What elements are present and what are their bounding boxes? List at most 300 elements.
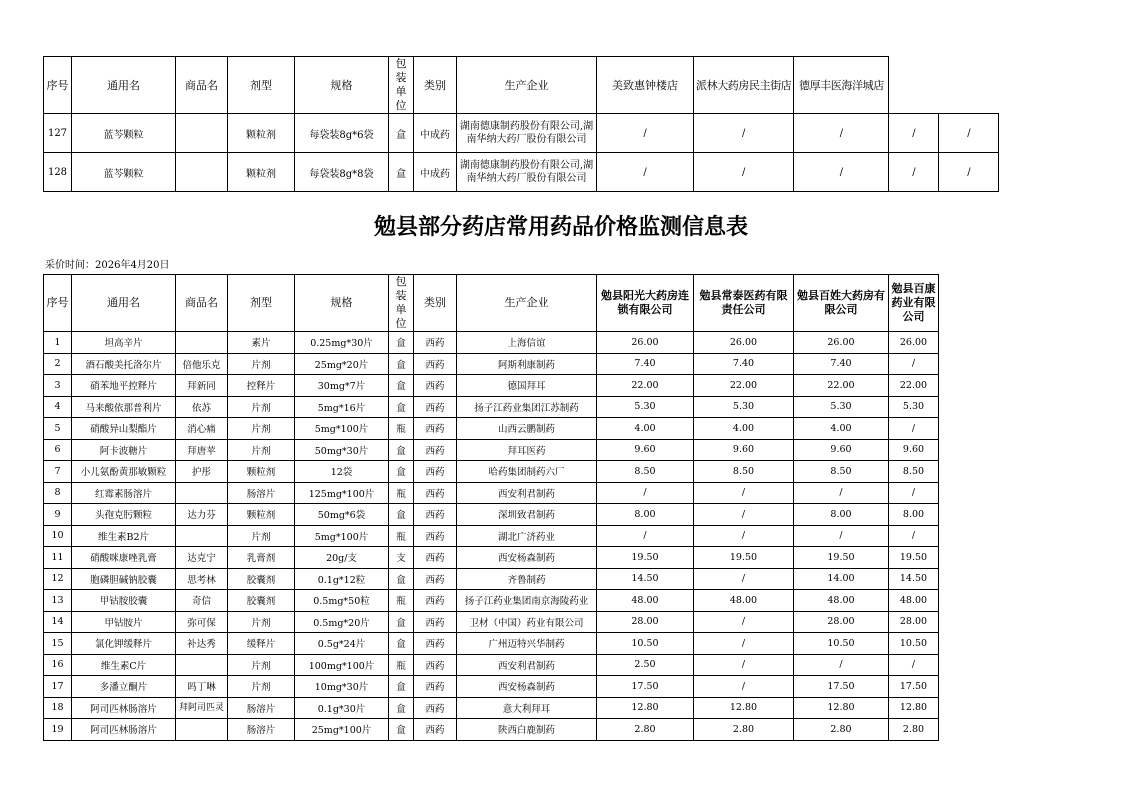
table-row — [44, 114, 999, 153]
cell-form: 胶囊剂 — [228, 568, 295, 590]
cell-price: 8.50 — [794, 461, 889, 483]
cell-unit: 盒 — [389, 697, 414, 719]
col-header-category: 类别 — [414, 57, 457, 114]
cell-no: 6 — [44, 439, 72, 461]
cell-price: / — [597, 482, 694, 504]
cell-price: / — [889, 114, 939, 153]
cell-form: 片剂 — [228, 676, 295, 698]
cell-brand: 奇信 — [176, 590, 228, 612]
cell-price: 8.00 — [794, 504, 889, 526]
col-header-form: 剂型 — [228, 57, 295, 114]
cell-name: 阿司匹林肠溶片 — [72, 719, 176, 741]
cell-brand — [176, 654, 228, 676]
cell-category: 西药 — [414, 547, 457, 569]
cell-price: / — [794, 153, 889, 192]
cell-name: 酒石酸美托洛尔片 — [72, 353, 176, 375]
cell-no: 13 — [44, 590, 72, 612]
cell-price: 26.00 — [794, 332, 889, 354]
cell-price: / — [889, 482, 939, 504]
col-header-spec: 规格 — [295, 275, 389, 332]
cell-unit: 盒 — [389, 611, 414, 633]
cell-price: / — [889, 353, 939, 375]
col-header-maker: 生产企业 — [457, 57, 597, 114]
cell-price: 9.60 — [597, 439, 694, 461]
cell-name: 多潘立酮片 — [72, 676, 176, 698]
cell-no: 9 — [44, 504, 72, 526]
cell-name: 红霉素肠溶片 — [72, 482, 176, 504]
col-header-blank-2 — [939, 57, 999, 114]
cell-brand: 护彤 — [176, 461, 228, 483]
cell-maker: 西安利君制药 — [457, 654, 597, 676]
col-header-spec: 规格 — [295, 57, 389, 114]
cell-unit: 支 — [389, 547, 414, 569]
cell-category: 西药 — [414, 504, 457, 526]
cell-brand: 倍他乐克 — [176, 353, 228, 375]
cell-name: 维生素C片 — [72, 654, 176, 676]
cell-name: 坦高辛片 — [72, 332, 176, 354]
table-row — [44, 568, 939, 590]
cell-unit: 盒 — [389, 461, 414, 483]
cell-name: 甲钴胺片 — [72, 611, 176, 633]
cell-price: 17.50 — [794, 676, 889, 698]
cell-price: / — [597, 525, 694, 547]
cell-brand: 吗丁啉 — [176, 676, 228, 698]
col-header-blank-1 — [889, 57, 939, 114]
table-row — [44, 153, 999, 192]
cell-price: 7.40 — [597, 353, 694, 375]
cell-spec: 50mg*30片 — [295, 439, 389, 461]
cell-unit: 盒 — [389, 504, 414, 526]
cell-no: 2 — [44, 353, 72, 375]
cell-spec: 125mg*100片 — [295, 482, 389, 504]
col-header-store-2: 勉县常泰医药有限责任公司 — [694, 275, 794, 332]
col-header-name: 通用名 — [72, 275, 176, 332]
cell-price: / — [694, 568, 794, 590]
cell-no: 18 — [44, 697, 72, 719]
cell-price: 2.80 — [597, 719, 694, 741]
cell-unit: 瓶 — [389, 590, 414, 612]
cell-maker: 湖南德康制药股份有限公司,湖南华纳大药厂股份有限公司 — [457, 114, 597, 153]
col-header-store-1: 勉县阳光大药房连锁有限公司 — [597, 275, 694, 332]
cell-price: 48.00 — [794, 590, 889, 612]
cell-price: 9.60 — [794, 439, 889, 461]
cell-price: 9.60 — [694, 439, 794, 461]
cell-price: 12.80 — [794, 697, 889, 719]
cell-name: 阿卡波糖片 — [72, 439, 176, 461]
cell-category: 西药 — [414, 375, 457, 397]
cell-spec: 5mg*100片 — [295, 418, 389, 440]
cell-brand — [176, 482, 228, 504]
cell-price: / — [794, 114, 889, 153]
cell-price: 5.30 — [794, 396, 889, 418]
cell-category: 西药 — [414, 719, 457, 741]
cell-price: / — [694, 525, 794, 547]
cell-no: 11 — [44, 547, 72, 569]
cell-price: 12.80 — [694, 697, 794, 719]
cell-price: / — [694, 504, 794, 526]
cell-no: 14 — [44, 611, 72, 633]
cell-spec: 0.5mg*50粒 — [295, 590, 389, 612]
cell-price: 4.00 — [694, 418, 794, 440]
cell-no: 7 — [44, 461, 72, 483]
cell-spec: 每袋装8g*8袋 — [295, 153, 389, 192]
cell-price: 19.50 — [794, 547, 889, 569]
cell-form: 片剂 — [228, 396, 295, 418]
cell-no: 15 — [44, 633, 72, 655]
table-row — [44, 482, 939, 504]
cell-unit: 盒 — [389, 114, 414, 153]
table-row — [44, 332, 939, 354]
cell-spec: 20g/支 — [295, 547, 389, 569]
cell-form: 片剂 — [228, 439, 295, 461]
cell-category: 西药 — [414, 525, 457, 547]
col-header-name: 通用名 — [72, 57, 176, 114]
cell-spec: 100mg*100片 — [295, 654, 389, 676]
cell-name: 氯化钾缓释片 — [72, 633, 176, 655]
cell-price: 4.00 — [597, 418, 694, 440]
cell-no: 5 — [44, 418, 72, 440]
cell-form: 片剂 — [228, 525, 295, 547]
cell-spec: 0.1g*12粒 — [295, 568, 389, 590]
cell-price: / — [939, 153, 999, 192]
cell-spec: 每袋装8g*6袋 — [295, 114, 389, 153]
table-row — [44, 439, 939, 461]
cell-no: 1 — [44, 332, 72, 354]
table-row — [44, 353, 939, 375]
cell-form: 肠溶片 — [228, 482, 295, 504]
cell-spec: 0.5mg*20片 — [295, 611, 389, 633]
cell-price: / — [694, 676, 794, 698]
cell-category: 西药 — [414, 353, 457, 375]
cell-price: / — [794, 525, 889, 547]
cell-spec: 5mg*100片 — [295, 525, 389, 547]
cell-no: 8 — [44, 482, 72, 504]
cell-price: / — [694, 482, 794, 504]
cell-price: 2.80 — [694, 719, 794, 741]
cell-category: 西药 — [414, 676, 457, 698]
cell-price: 9.60 — [889, 439, 939, 461]
cell-price: 8.50 — [597, 461, 694, 483]
cell-maker: 湖南德康制药股份有限公司,湖南华纳大药厂股份有限公司 — [457, 153, 597, 192]
col-header-no: 序号 — [44, 57, 72, 114]
cell-unit: 盒 — [389, 353, 414, 375]
cell-category: 西药 — [414, 611, 457, 633]
cell-price: 8.00 — [597, 504, 694, 526]
cell-spec: 0.25mg*30片 — [295, 332, 389, 354]
cell-unit: 瓶 — [389, 654, 414, 676]
table-row — [44, 654, 939, 676]
cell-unit: 瓶 — [389, 525, 414, 547]
cell-spec: 50mg*6袋 — [295, 504, 389, 526]
cell-maker: 齐鲁制药 — [457, 568, 597, 590]
cell-price: 22.00 — [889, 375, 939, 397]
cell-spec: 0.5g*24片 — [295, 633, 389, 655]
table-row — [44, 375, 939, 397]
cell-price: 2.80 — [794, 719, 889, 741]
cell-no: 19 — [44, 719, 72, 741]
cell-price: 17.50 — [597, 676, 694, 698]
col-header-category: 类别 — [414, 275, 457, 332]
cell-category: 西药 — [414, 482, 457, 504]
cell-maker: 湖北广济药业 — [457, 525, 597, 547]
cell-category: 西药 — [414, 633, 457, 655]
cell-maker: 广州迈特兴华制药 — [457, 633, 597, 655]
cell-unit: 盒 — [389, 332, 414, 354]
cell-price: 14.50 — [889, 568, 939, 590]
cell-category: 西药 — [414, 697, 457, 719]
cell-price: 5.30 — [889, 396, 939, 418]
table-row — [44, 590, 939, 612]
cell-price: 5.30 — [597, 396, 694, 418]
cell-name: 硝酸异山梨酯片 — [72, 418, 176, 440]
cell-form: 颗粒剂 — [228, 153, 295, 192]
cell-unit: 盒 — [389, 633, 414, 655]
cell-maker: 哈药集团制药六厂 — [457, 461, 597, 483]
cell-price: 19.50 — [694, 547, 794, 569]
cell-price: 28.00 — [794, 611, 889, 633]
cell-price: 17.50 — [889, 676, 939, 698]
cell-spec: 0.1g*30片 — [295, 697, 389, 719]
cell-no: 128 — [44, 153, 72, 192]
cell-brand: 依苏 — [176, 396, 228, 418]
cell-brand: 补达秀 — [176, 633, 228, 655]
cell-name: 硝苯地平控释片 — [72, 375, 176, 397]
cell-price: 28.00 — [889, 611, 939, 633]
cell-name: 维生素B2片 — [72, 525, 176, 547]
cell-unit: 盒 — [389, 676, 414, 698]
cell-maker: 山西云鹏制药 — [457, 418, 597, 440]
cell-maker: 西安杨森制药 — [457, 676, 597, 698]
cell-price: / — [694, 654, 794, 676]
cell-brand: 达力芬 — [176, 504, 228, 526]
cell-price: / — [694, 153, 794, 192]
cell-name: 蓝芩颗粒 — [72, 114, 176, 153]
cell-price: 7.40 — [694, 353, 794, 375]
cell-brand — [176, 525, 228, 547]
cell-spec: 12袋 — [295, 461, 389, 483]
col-header-store-4: 勉县百康药业有限公司 — [889, 275, 939, 332]
cell-unit: 盒 — [389, 568, 414, 590]
cell-form: 缓释片 — [228, 633, 295, 655]
cell-form: 颗粒剂 — [228, 504, 295, 526]
table-row — [44, 547, 939, 569]
table-row — [44, 719, 939, 741]
cell-price: 8.50 — [889, 461, 939, 483]
cell-maker: 陕西白鹿制药 — [457, 719, 597, 741]
cell-price: / — [694, 611, 794, 633]
col-header-brand: 商品名 — [176, 275, 228, 332]
col-header-unit: 包装单位 — [389, 57, 414, 114]
page-title: 勉县部分药店常用药品价格监测信息表 — [373, 215, 748, 240]
cell-no: 3 — [44, 375, 72, 397]
col-header-brand: 商品名 — [176, 57, 228, 114]
cell-price: / — [597, 153, 694, 192]
cell-price: 12.80 — [597, 697, 694, 719]
cell-price: 26.00 — [694, 332, 794, 354]
cell-form: 乳膏剂 — [228, 547, 295, 569]
cell-category: 西药 — [414, 590, 457, 612]
col-header-store-1: 美致惠钟楼店 — [597, 57, 694, 114]
top-table-header — [44, 57, 999, 114]
main-table-header — [44, 275, 939, 332]
main-price-table — [43, 274, 939, 741]
cell-name: 硝酸咪康唑乳膏 — [72, 547, 176, 569]
cell-spec: 5mg*16片 — [295, 396, 389, 418]
cell-no: 16 — [44, 654, 72, 676]
cell-price: 48.00 — [889, 590, 939, 612]
table-row — [44, 396, 939, 418]
cell-spec: 30mg*7片 — [295, 375, 389, 397]
cell-price: / — [794, 654, 889, 676]
survey-date: 采价时间：2026年4月20日 — [45, 260, 170, 271]
cell-unit: 盒 — [389, 375, 414, 397]
table-row — [44, 525, 939, 547]
cell-name: 胞磷胆碱钠胶囊 — [72, 568, 176, 590]
cell-form: 肠溶片 — [228, 697, 295, 719]
cell-maker: 上海信谊 — [457, 332, 597, 354]
table-row — [44, 676, 939, 698]
cell-name: 小儿氨酚黄那敏颗粒 — [72, 461, 176, 483]
cell-price: / — [889, 525, 939, 547]
cell-price: 48.00 — [694, 590, 794, 612]
cell-maker: 西安利君制药 — [457, 482, 597, 504]
cell-price: 48.00 — [597, 590, 694, 612]
col-header-form: 剂型 — [228, 275, 295, 332]
cell-brand — [176, 153, 228, 192]
cell-price: 7.40 — [794, 353, 889, 375]
cell-maker: 拜耳医药 — [457, 439, 597, 461]
cell-form: 胶囊剂 — [228, 590, 295, 612]
main-table-body — [44, 332, 939, 741]
cell-price: 26.00 — [889, 332, 939, 354]
cell-maker: 扬子江药业集团江苏制药 — [457, 396, 597, 418]
cell-price: 19.50 — [889, 547, 939, 569]
cell-name: 阿司匹林肠溶片 — [72, 697, 176, 719]
cell-price: / — [889, 418, 939, 440]
cell-brand — [176, 719, 228, 741]
cell-name: 马来酸依那普利片 — [72, 396, 176, 418]
cell-form: 控释片 — [228, 375, 295, 397]
col-header-store-3: 德厚丰医海洋城店 — [794, 57, 889, 114]
cell-maker: 意大利拜耳 — [457, 697, 597, 719]
cell-maker: 西安杨森制药 — [457, 547, 597, 569]
cell-no: 4 — [44, 396, 72, 418]
cell-price: 10.50 — [794, 633, 889, 655]
cell-spec: 25mg*20片 — [295, 353, 389, 375]
cell-price: 22.00 — [597, 375, 694, 397]
cell-no: 10 — [44, 525, 72, 547]
cell-price: / — [694, 633, 794, 655]
col-header-unit: 包装单位 — [389, 275, 414, 332]
cell-brand — [176, 332, 228, 354]
cell-price: 4.00 — [794, 418, 889, 440]
cell-price: 19.50 — [597, 547, 694, 569]
cell-price: 2.50 — [597, 654, 694, 676]
cell-price: / — [694, 114, 794, 153]
cell-name: 头孢克肟颗粒 — [72, 504, 176, 526]
cell-category: 西药 — [414, 568, 457, 590]
cell-price: 22.00 — [694, 375, 794, 397]
cell-form: 颗粒剂 — [228, 114, 295, 153]
col-header-store-2: 派林大药房民主街店 — [694, 57, 794, 114]
cell-unit: 盒 — [389, 153, 414, 192]
cell-price: / — [889, 654, 939, 676]
cell-brand: 拜阿司匹灵 — [176, 697, 228, 719]
cell-price: 26.00 — [597, 332, 694, 354]
cell-price: 22.00 — [794, 375, 889, 397]
cell-price: 10.50 — [597, 633, 694, 655]
cell-price: / — [597, 114, 694, 153]
cell-price: 2.80 — [889, 719, 939, 741]
cell-price: 14.50 — [597, 568, 694, 590]
table-row — [44, 611, 939, 633]
cell-brand: 拜新同 — [176, 375, 228, 397]
col-header-maker: 生产企业 — [457, 275, 597, 332]
cell-category: 中成药 — [414, 114, 457, 153]
cell-category: 西药 — [414, 461, 457, 483]
cell-price: / — [794, 482, 889, 504]
table-row — [44, 697, 939, 719]
cell-price: / — [939, 114, 999, 153]
cell-category: 西药 — [414, 396, 457, 418]
cell-form: 片剂 — [228, 353, 295, 375]
cell-price: 28.00 — [597, 611, 694, 633]
cell-maker: 德国拜耳 — [457, 375, 597, 397]
table-row — [44, 633, 939, 655]
cell-form: 片剂 — [228, 611, 295, 633]
top-price-table — [43, 56, 999, 192]
cell-brand — [176, 114, 228, 153]
cell-maker: 深圳致君制药 — [457, 504, 597, 526]
cell-category: 中成药 — [414, 153, 457, 192]
cell-spec: 10mg*30片 — [295, 676, 389, 698]
cell-form: 颗粒剂 — [228, 461, 295, 483]
cell-maker: 阿斯利康制药 — [457, 353, 597, 375]
cell-unit: 盒 — [389, 719, 414, 741]
cell-maker: 卫材（中国）药业有限公司 — [457, 611, 597, 633]
cell-no: 12 — [44, 568, 72, 590]
cell-price: / — [889, 153, 939, 192]
cell-price: 8.50 — [694, 461, 794, 483]
cell-category: 西药 — [414, 332, 457, 354]
cell-price: 5.30 — [694, 396, 794, 418]
cell-no: 127 — [44, 114, 72, 153]
cell-category: 西药 — [414, 418, 457, 440]
col-header-no: 序号 — [44, 275, 72, 332]
cell-price: 14.00 — [794, 568, 889, 590]
cell-category: 西药 — [414, 439, 457, 461]
cell-brand: 弥可保 — [176, 611, 228, 633]
cell-form: 片剂 — [228, 418, 295, 440]
cell-name: 蓝芩颗粒 — [72, 153, 176, 192]
cell-category: 西药 — [414, 654, 457, 676]
cell-spec: 25mg*100片 — [295, 719, 389, 741]
cell-maker: 扬子江药业集团南京海陵药业 — [457, 590, 597, 612]
cell-brand: 达克宁 — [176, 547, 228, 569]
cell-price: 8.00 — [889, 504, 939, 526]
table-row — [44, 504, 939, 526]
cell-unit: 瓶 — [389, 482, 414, 504]
cell-form: 素片 — [228, 332, 295, 354]
cell-brand: 拜唐苹 — [176, 439, 228, 461]
table-row — [44, 461, 939, 483]
cell-form: 肠溶片 — [228, 719, 295, 741]
col-header-store-3: 勉县百姓大药房有限公司 — [794, 275, 889, 332]
cell-brand: 思考林 — [176, 568, 228, 590]
cell-unit: 瓶 — [389, 418, 414, 440]
cell-price: 12.80 — [889, 697, 939, 719]
cell-form: 片剂 — [228, 654, 295, 676]
